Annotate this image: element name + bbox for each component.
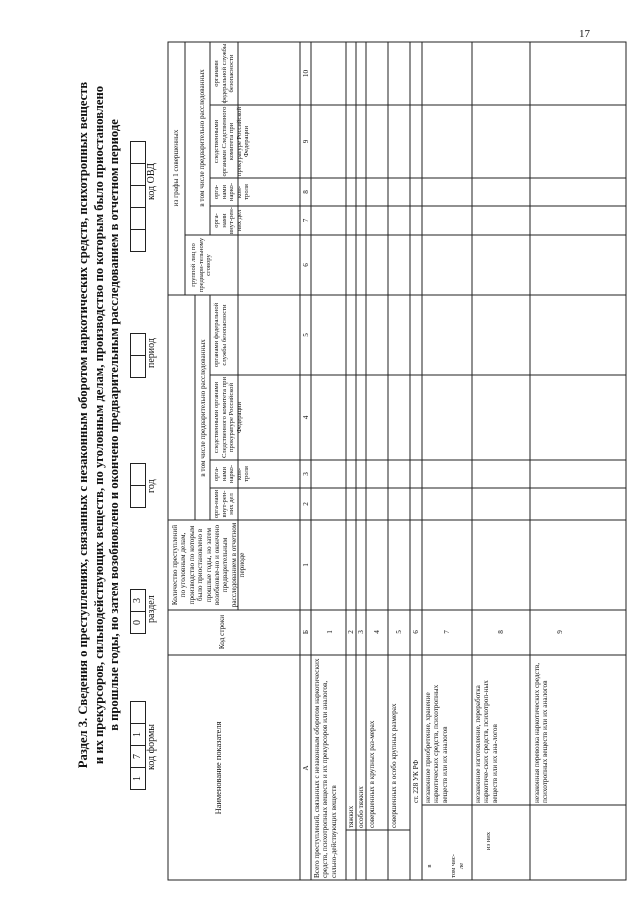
title-line-1: Раздел 3. Сведения о преступлениях, связанных с незаконным оборотом наркотических средств, психотропных веществ [76,81,90,769]
group-b-header: в том числе предварительно расследованных [198,69,206,207]
group-a-narko: орга-нами нарко-кон-троля [213,464,251,484]
group-b-vnutr: орга-нами внут-рен-них дел [213,207,243,234]
group-a-fsb: органами федеральной службы безопасности [213,302,228,368]
row-9-label: незаконная перевозка наркотических средств, психотропных веществ или их аналогов [533,662,550,803]
title-line-3: в прошлые годы, но затем возобновлено и окончено предварительным расследованием в отчетном периоде [107,119,121,731]
period-label: период [146,338,157,368]
row-3-code: 3 [357,630,365,634]
row-2-label: тяжких [347,805,355,828]
year-label: год [146,479,157,493]
row-6-code: 6 [412,630,420,634]
row-7-label: незаконное приобретение, хранение наркотических средств, психотропных веществ или их аналогов [424,684,449,803]
row-7-code: 7 [443,630,451,634]
count-column-header: Количество преступлений по уголовным делам, производство по которым было приостановлено в прошлые годы, но затем возобновле-но и окончено предварительным расследованием в отчетном периоде [171,522,247,608]
row-1-code: 1 [326,630,334,634]
side-label-tom-chisle: том чис-ле [450,854,465,878]
section-code-box-1[interactable]: 0 [130,611,146,634]
row-3-label: особо тяжких [357,786,365,828]
group-by-header: группой лиц по предвари-тельному сговору [190,237,213,293]
form-code-box-1[interactable]: 1 [130,767,146,790]
row-6-label: ст. 228 УК РФ [412,759,420,803]
row-8-code: 8 [497,630,505,634]
row-1-label: Всего преступлений, связанных с незаконным оборотом наркотических средств, психотропных веществ и их прекурсоров или аналогов, сильно-действующих веществ [313,658,338,878]
page-number: 17 [579,28,590,40]
col-num-6: 6 [302,263,310,267]
name-column-header: Наименование показателя [214,721,223,815]
ovd-label: код ОВД [146,163,157,200]
form-code-box-2[interactable]: 7 [130,745,146,768]
side-label-v: в [426,864,433,868]
title-line-2: и их прекурсоров, сильнодействующих веществ, по уголовным делам, производство по которым было приостановлено [91,85,106,765]
col-num-7: 7 [302,218,310,223]
col-num-8: 8 [302,190,310,194]
form-code-box-3[interactable]: 1 [130,723,146,746]
section-code-label: раздел [146,595,157,623]
section-code-box-2[interactable]: 3 [130,589,146,612]
from-col1-header: из графы 1 совершенных [172,129,180,207]
col-num-4: 4 [302,415,310,420]
group-a-sk: следственными органами Следственного комитета при прокуратуре Российской Федерации [213,377,243,458]
col-num-9: 9 [302,139,310,144]
row-9-code: 9 [556,630,564,634]
col-letter-b: Б [302,629,310,635]
col-num-10: 10 [302,69,310,78]
col-letter-a: А [302,765,310,771]
col-num-3: 3 [302,472,310,476]
group-b-narko: орга-нами нарко-кон-троля [213,182,251,202]
col-num-2: 2 [302,502,310,506]
col-num-1: 1 [302,563,310,567]
row-4-label: совершенных в крупных раз-мерах [368,720,376,828]
group-b-sk: следственными органами Следственного комитета при прокуратуре Российской Федерации [213,106,251,177]
form-code-label: код формы [146,723,157,770]
row-2-code: 2 [347,630,355,634]
row-5-code: 5 [395,630,403,634]
group-b-fsb: органами федеральной службы безопасности [213,43,236,104]
col-num-5: 5 [302,333,310,337]
row-5-label: совершенных в особо крупных размерах [390,703,398,828]
row-4-code: 4 [373,630,381,634]
row-8-label: незаконное изготовление, переработка наркотиче-ских средств, психотроп-ных веществ или их ана-логов [474,680,499,803]
group-a-vnutr: орга-нами внут-рен-них дел [213,489,236,519]
group-a-header: в том числе предварительно расследованных [199,339,207,477]
side-label-iz-nih: из них [485,831,492,851]
code-column-header: Код строки [218,614,226,650]
